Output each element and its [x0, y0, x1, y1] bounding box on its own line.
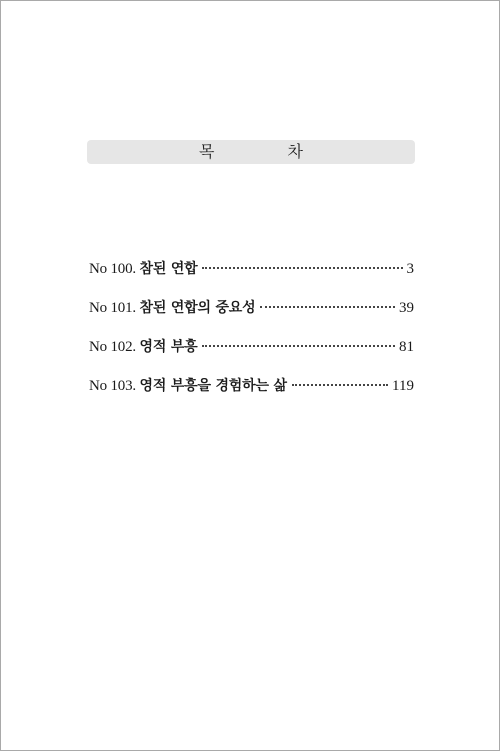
- toc-entry-number: No 103.: [89, 378, 136, 394]
- toc-entry-number: No 100.: [89, 261, 136, 277]
- toc-entry-page: 39: [399, 300, 414, 316]
- toc-list: [89, 258, 414, 414]
- toc-entry[interactable]: [89, 336, 414, 375]
- toc-entry-title: 참된 연합: [139, 261, 198, 277]
- dot-leader: [292, 384, 388, 386]
- toc-entry-label: [89, 336, 197, 358]
- toc-entry-page: 81: [399, 339, 414, 355]
- toc-entry-number: No 101.: [89, 300, 136, 316]
- toc-entry[interactable]: [89, 297, 414, 336]
- toc-entry-number: No 102.: [89, 339, 136, 355]
- dot-leader: [202, 267, 402, 269]
- toc-entry-title: 영적 부흥을 경험하는 삶: [139, 378, 287, 394]
- toc-title-bar: [87, 140, 415, 164]
- toc-entry-page: 119: [392, 378, 414, 394]
- dot-leader: [260, 306, 395, 308]
- toc-entry-label: [89, 375, 287, 397]
- toc-title: 목 차: [199, 142, 337, 161]
- toc-entry-title: 참된 연합의 중요성: [139, 300, 256, 316]
- toc-entry-label: [89, 297, 255, 319]
- toc-entry-title: 영적 부흥: [139, 339, 198, 355]
- dot-leader: [202, 345, 395, 347]
- toc-entry-page: 3: [406, 261, 414, 277]
- toc-entry[interactable]: [89, 258, 414, 297]
- toc-entry-label: [89, 258, 197, 280]
- toc-entry[interactable]: [89, 375, 414, 414]
